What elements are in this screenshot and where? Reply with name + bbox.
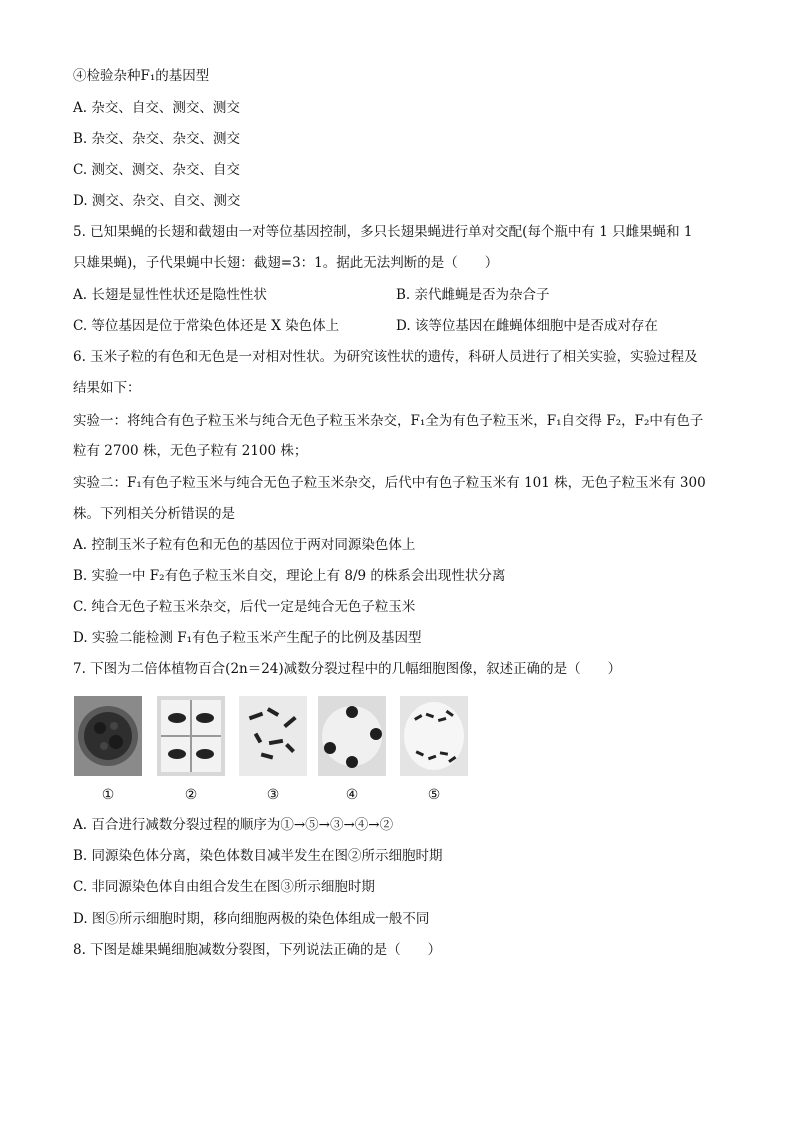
meiosis-figure-row [74,696,468,776]
figure-label-5: ⑤ [427,787,441,803]
q5-option-b: B. 亲代雌蝇是否为杂合子 [396,287,550,303]
figure-label-3: ③ [266,787,280,803]
q6-option-c: C. 纯合无色子粒玉米杂交，后代一定是纯合无色子粒玉米 [73,599,416,615]
q5-stem-line-2: 只雄果蝇)，子代果蝇中长翅：截翅=3：1。据此无法判断的是（ ） [73,255,499,271]
q5-option-a: A. 长翅是显性性状还是隐性性状 [73,287,267,303]
q7-option-b: B. 同源染色体分离，染色体数目减半发生在图②所示细胞时期 [73,848,443,864]
q6-experiment-2-line-2: 株。下列相关分析错误的是 [73,506,235,522]
q8-stem: 8. 下图是雄果蝇细胞减数分裂图，下列说法正确的是（ ） [73,942,442,958]
q6-option-d: D. 实验二能检测 F₁有色子粒玉米产生配子的比例及基因型 [73,630,422,646]
q6-stem-line-1: 6. 玉米子粒的有色和无色是一对相对性状。为研究该性状的遗传，科研人员进行了相关实验，实验过程及 [73,349,698,365]
q5-option-d: D. 该等位基因在雌蝇体细胞中是否成对存在 [396,318,658,334]
q4-option-b: B. 杂交、杂交、杂交、测交 [73,131,241,147]
q5-stem-line-1: 5. 已知果蝇的长翅和截翅由一对等位基因控制，多只长翅果蝇进行单对交配(每个瓶中有 1 只雌果蝇和 1 [73,224,693,240]
q6-experiment-1-line-1: 实验一：将纯合有色子粒玉米与纯合无色子粒玉米杂交，F₁全为有色子粒玉米，F₁自交得 F₂，F₂中有色子 [73,413,704,429]
q7-option-c: C. 非同源染色体自由组合发生在图③所示细胞时期 [73,879,375,895]
q7-option-a: A. 百合进行减数分裂过程的顺序为①→⑤→③→④→② [73,817,394,833]
cell-image-4 [318,696,386,776]
q7-stem: 7. 下图为二倍体植物百合(2n＝24)减数分裂过程中的几幅细胞图像，叙述正确的是（ ） [73,661,622,677]
q4-option-c: C. 测交、测交、杂交、自交 [73,162,240,178]
cell-image-5 [400,696,468,776]
q4-option-a: A. 杂交、自交、测交、测交 [73,100,240,116]
q6-experiment-2-line-1: 实验二：F₁有色子粒玉米与纯合无色子粒玉米杂交，后代中有色子粒玉米有 101 株，无色子粒玉米有 300 [73,475,706,491]
q6-option-a: A. 控制玉米子粒有色和无色的基因位于两对同源染色体上 [73,537,416,553]
q4-option-d: D. 测交、杂交、自交、测交 [73,193,241,209]
figure-label-4: ④ [345,787,359,803]
q6-option-b: B. 实验一中 F₂有色子粒玉米自交，理论上有 8/9 的株系会出现性状分离 [73,568,506,584]
q7-option-d: D. 图⑤所示细胞时期，移向细胞两极的染色体组成一般不同 [73,911,430,927]
cell-image-2 [157,696,225,776]
cell-image-3 [239,696,307,776]
figure-label-1: ① [101,787,115,803]
cell-image-1 [74,696,142,776]
q6-stem-line-2: 结果如下： [73,380,141,396]
q5-option-c: C. 等位基因是位于常染色体还是 X 染色体上 [73,318,340,334]
figure-label-2: ② [184,787,198,803]
q4-item-4: ④检验杂种F₁的基因型 [73,68,210,84]
q6-experiment-1-line-2: 粒有 2700 株，无色子粒有 2100 株； [73,443,308,459]
